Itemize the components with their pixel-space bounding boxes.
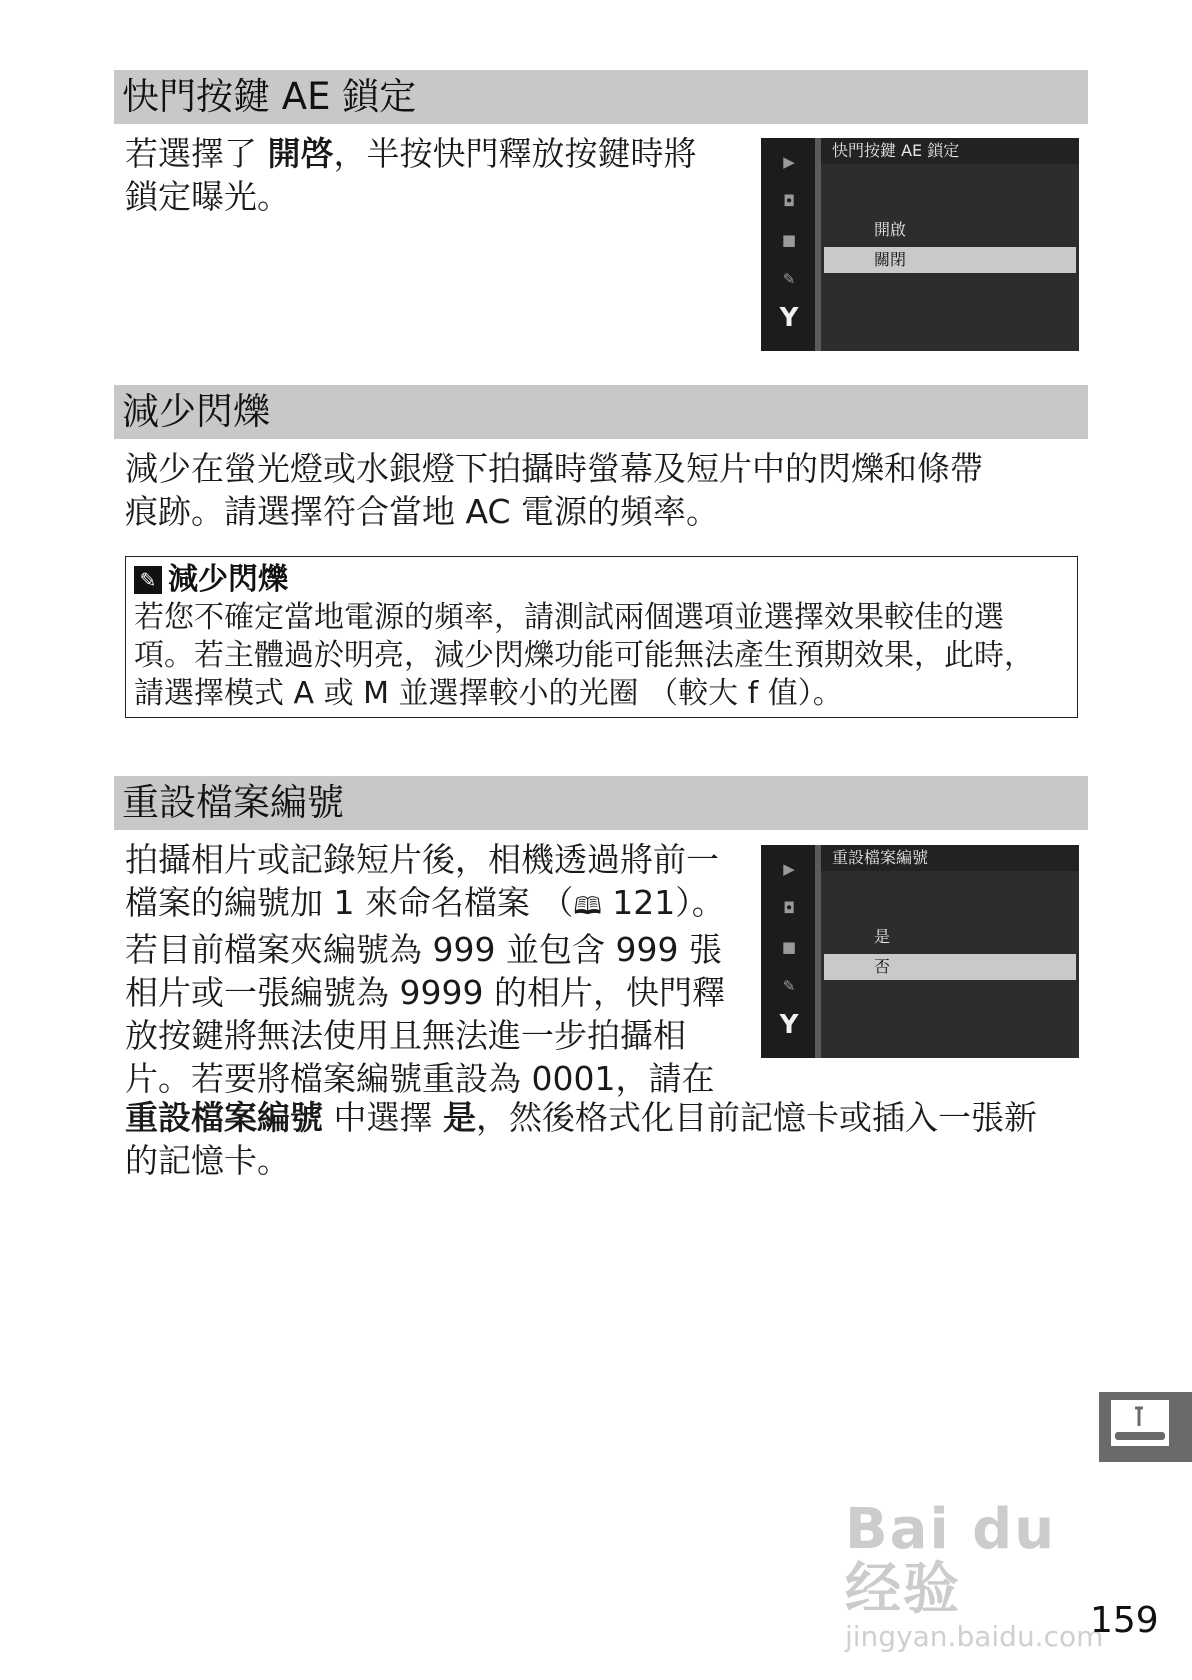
note-line: 請選擇模式 A 或 M 並選擇較小的光圈 （較大 f 值）。 xyxy=(134,676,843,711)
menu-option-no[interactable]: 否 xyxy=(824,954,1076,980)
text-line xyxy=(125,175,725,218)
note-title xyxy=(134,561,1077,599)
flicker-paragraph xyxy=(125,447,1085,533)
text-line: 減少在螢光燈或水銀燈下拍攝時螢幕及短片中的閃爍和條帶 xyxy=(125,449,983,488)
screen-title: 快門按鍵 AE 鎖定 xyxy=(821,138,1079,164)
note-title-text: 減少閃爍 xyxy=(168,562,288,597)
camera-screen-ae-lock xyxy=(761,138,1079,351)
text-line: 若目前檔案夾編號為 999 並包含 999 張 xyxy=(125,930,722,969)
menu-option-off[interactable]: 關閉 xyxy=(824,247,1076,273)
text-run: ，半按快門釋放按鍵時將 xyxy=(333,134,697,173)
text-line xyxy=(125,132,725,175)
reset-paragraph-left xyxy=(125,838,745,1100)
text-run: ，然後格式化目前記憶卡或插入一張新 xyxy=(475,1098,1037,1137)
text-line xyxy=(125,881,745,928)
heading-text: 重設檔案編號 xyxy=(122,781,344,824)
text-run: 檔案的編號加 1 來命名檔案 （ xyxy=(125,883,574,922)
text-line: 拍攝相片或記錄短片後，相機透過將前一 xyxy=(125,840,719,879)
text-line: 的記憶卡。 xyxy=(125,1141,290,1180)
bold-option-name: 是 xyxy=(442,1098,476,1137)
reset-paragraph-tail xyxy=(125,1096,1085,1182)
shooting-menu-icon: ◘ xyxy=(783,192,795,210)
watermark-url: jingyan.baidu.com xyxy=(845,1620,1104,1653)
section-heading-flicker xyxy=(114,385,1088,439)
screen-title: 重設檔案編號 xyxy=(821,845,1079,871)
setup-menu-wrench-icon: Y xyxy=(779,1010,799,1040)
bold-menu-name: 重設檔案編號 xyxy=(125,1098,323,1137)
text-line: 放按鍵將無法使用且無法進一步拍攝相 xyxy=(125,1016,686,1055)
book-reference-icon: 🕮 xyxy=(573,892,602,920)
menu-option-on[interactable]: 開啟 xyxy=(874,220,907,239)
heading-text: 快門按鍵 AE 鎖定 xyxy=(122,75,417,118)
watermark-logo: Bai du 经验 xyxy=(845,1497,1057,1622)
text-line xyxy=(125,1096,1085,1139)
text-run: 中選擇 xyxy=(323,1098,443,1137)
text-run: 121）。 xyxy=(601,883,725,922)
menu-separator xyxy=(815,138,821,351)
text-line: 痕跡。請選擇符合當地 AC 電源的頻率。 xyxy=(125,492,720,531)
ae-lock-paragraph xyxy=(125,132,725,218)
section-heading-ae-lock xyxy=(114,70,1088,124)
shooting-menu-icon: ◘ xyxy=(783,899,795,917)
pencil-icon: ✎ xyxy=(134,566,162,594)
note-line: 若您不確定當地電源的頻率，請測試兩個選項並選擇效果較佳的選 xyxy=(134,600,1004,635)
text-run: 鎖定曝光。 xyxy=(125,177,290,216)
movie-menu-icon: ■ xyxy=(781,231,797,249)
menu-option-yes[interactable]: 是 xyxy=(874,927,891,946)
bold-option-name: 開啓 xyxy=(267,134,334,173)
image-processing-icon: ✎ xyxy=(782,270,796,288)
playback-menu-icon: ▶ xyxy=(783,153,795,171)
text-run: 若選擇了 xyxy=(125,134,268,173)
heading-text: 減少閃爍 xyxy=(122,390,270,433)
movie-menu-icon: ■ xyxy=(781,938,797,956)
setup-tab-icon xyxy=(1099,1392,1192,1462)
setup-tab-glyph xyxy=(1099,1392,1192,1462)
image-processing-icon: ✎ xyxy=(782,977,796,995)
setup-menu-wrench-icon: Y xyxy=(779,303,799,333)
text-line: 相片或一張編號為 9999 的相片，快門釋 xyxy=(125,973,725,1012)
text-line: 片。若要將檔案編號重設為 0001，請在 xyxy=(125,1059,715,1098)
playback-menu-icon: ▶ xyxy=(783,860,795,878)
page-number: 159 xyxy=(1090,1600,1159,1641)
menu-separator xyxy=(815,845,821,1058)
note-line: 項。若主體過於明亮，減少閃爍功能可能無法產生預期效果，此時， xyxy=(134,638,1034,673)
section-heading-reset-numbering xyxy=(114,776,1088,830)
camera-screen-reset-numbering xyxy=(761,845,1079,1058)
note-box-flicker xyxy=(125,556,1078,718)
